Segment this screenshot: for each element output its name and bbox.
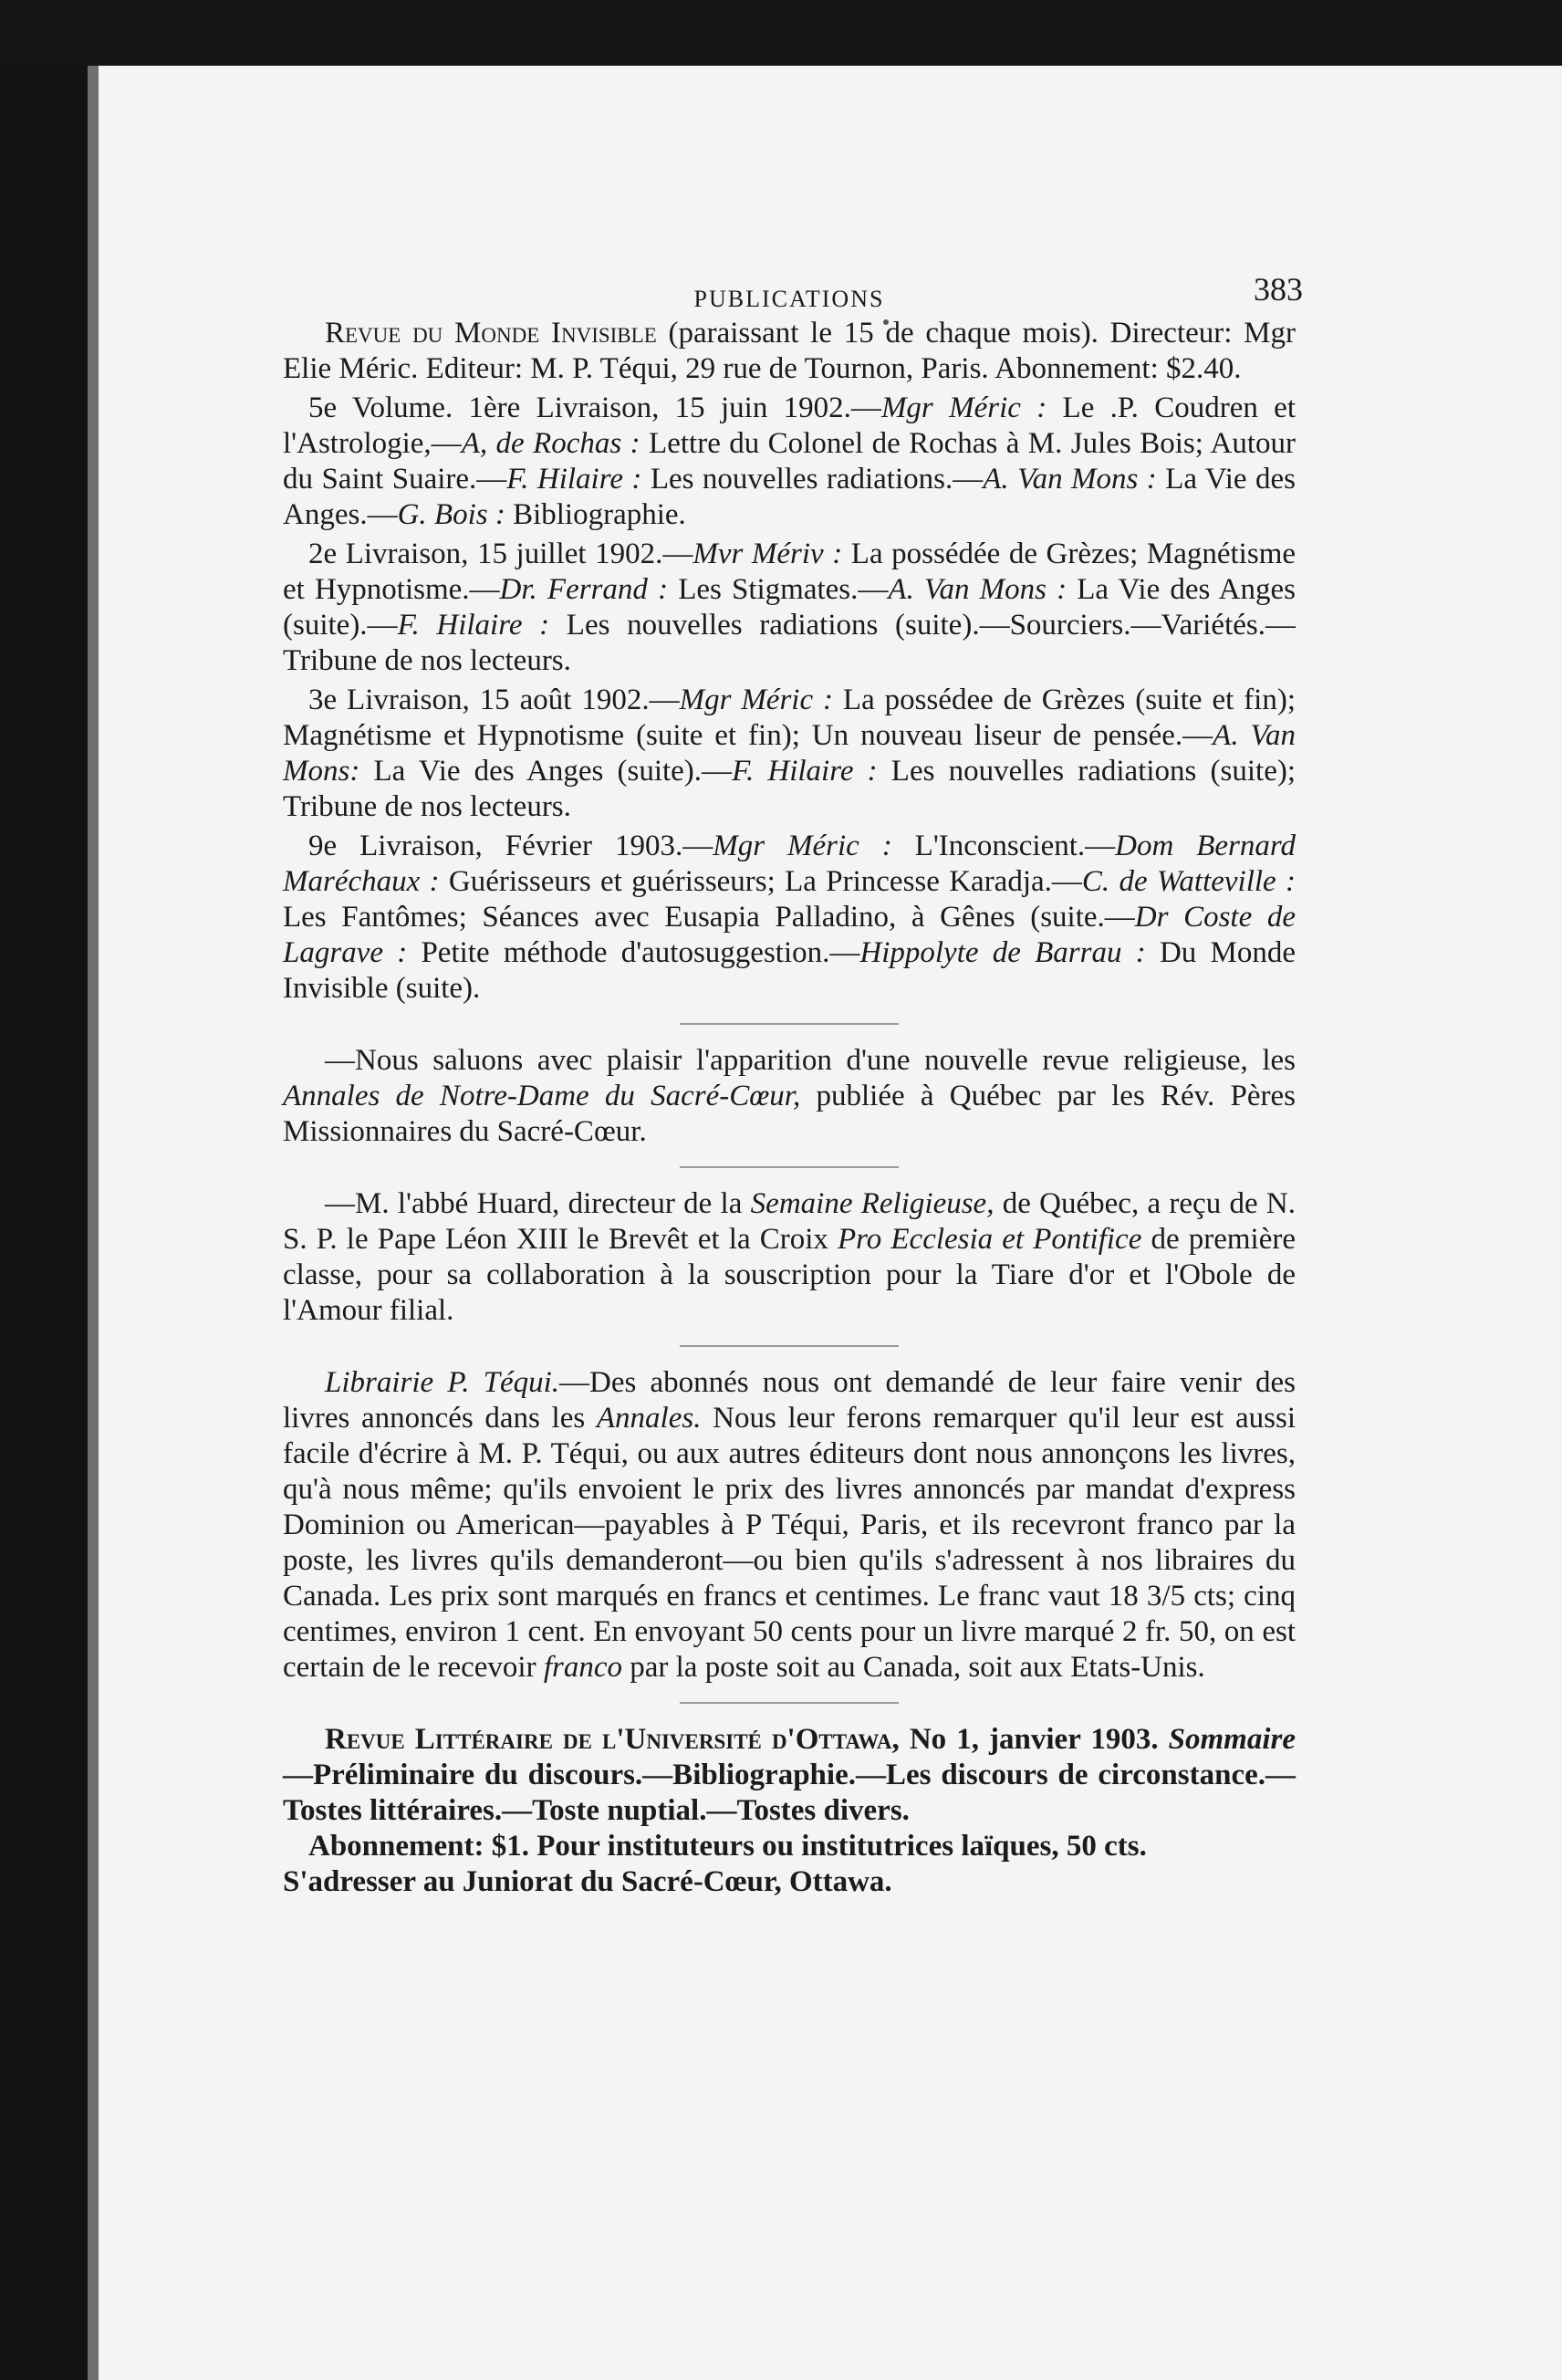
article-title: Les nouvelles radiations (suite); Tribune de nos lecteurs.	[283, 755, 1296, 823]
article-title: Bibliographie.	[505, 498, 686, 531]
article-title: Guérisseurs et guérisseurs; La Princesse Karadja.—	[439, 865, 1082, 898]
article-author: A, de Rochas :	[461, 427, 640, 460]
librairie-text-2: Nous leur ferons remarquer qu'il leur est aussi facile d'écrire à M. P. Téqui, ou aux autres éditeurs dont nous annonçons les livres, qu'à nous même; qu'ils envoient le prix des livres annoncés par mandat d'express Dominion ou American—payables à P Téqui, Paris, et ils recevront franco par la poste, les livres qu'ils demanderont—ou bien qu'ils s'adressent à nos libraires du Canada. Les prix sont marqués en francs et centimes. Le franc vaut 18 3/5 cts; cinq centimes, environ 1 cent. En envoyant 50 cents pour un livre marqué 2 fr. 50, on est certain de le recevoir	[283, 1402, 1296, 1684]
livraison-head: 3e Livraison, 15 août 1902.—	[308, 684, 680, 716]
abonnement-line: Abonnement: $1. Pour instituteurs ou institutrices laïques, 50 cts.	[308, 1830, 1147, 1863]
article-title: Petite méthode d'autosuggestion.—	[407, 936, 860, 969]
sommaire-text: —Préliminaire du discours.—Bibliographie.—Les discours de circonstance.—Tostes littéraires.—Toste nuptial.—Tostes divers.	[283, 1759, 1296, 1827]
article-author: Mgr Méric :	[880, 391, 1047, 424]
article-author: A. Van Mons :	[888, 573, 1067, 606]
article-title: Les Stigmates.—	[668, 573, 889, 606]
article-title: La Vie des Anges (suite).—	[359, 755, 733, 788]
scan-border-top	[0, 0, 1562, 64]
librairie-head: Librairie P. Téqui.	[325, 1366, 560, 1399]
section-divider	[680, 1166, 899, 1168]
article-author: Dom Bernard Maréchaux :	[283, 830, 1296, 898]
article-title: La possédée de Grèzes; Magnétisme et Hypnotisme.—	[283, 538, 1296, 606]
librairie-text-3: par la poste soit au Canada, soit aux Etats-Unis.	[622, 1651, 1205, 1684]
section-divider	[680, 1702, 899, 1704]
revue-monde-intro	[283, 316, 1296, 387]
article-author: F. Hilaire :	[506, 463, 642, 496]
section-divider	[680, 1345, 899, 1347]
annales-note	[283, 1043, 1296, 1150]
article-author: Mgr Méric :	[713, 830, 892, 862]
huard-text-1: —M. l'abbé Huard, directeur de la	[325, 1187, 751, 1220]
annales-title: Annales de Notre-Dame du Sacré-Cœur,	[283, 1080, 801, 1112]
franco-word: franco	[543, 1651, 622, 1684]
article-title: Les nouvelles radiations.—	[641, 463, 984, 496]
semaine-religieuse-title: Semaine Religieuse,	[750, 1187, 994, 1220]
running-title: PUBLICATIONS	[693, 286, 885, 312]
article-title: La possédee de Grèzes (suite et fin); Magnétisme et Hypnotisme (suite et fin); Un nouveau liseur de pensée.—	[283, 684, 1296, 752]
running-head	[283, 271, 1303, 312]
article-title: La Vie des Anges.—	[283, 463, 1296, 531]
article-title: Le .P. Coudren et l'Astrologie,—	[283, 391, 1296, 460]
livraison-entry	[283, 537, 1296, 679]
annales-note-text: —Nous saluons avec plaisir l'apparition d'une nouvelle revue religieuse, les	[325, 1044, 1296, 1077]
adresse-line: S'adresser au Juniorat du Sacré-Cœur, Ottawa.	[283, 1865, 892, 1898]
revue-litteraire-issue: , No 1, janvier 1903.	[891, 1723, 1159, 1756]
librairie-text-1: —Des abonnés nous ont demandé de leur faire venir des livres annoncés dans les	[283, 1366, 1296, 1435]
livraison-entry	[283, 829, 1296, 1007]
revue-litteraire-title: Revue Littéraire de l'Université d'Ottawa	[325, 1723, 892, 1756]
article-author: Mgr Méric :	[679, 684, 834, 716]
article-author: Mvr Mériv :	[692, 538, 843, 570]
livraison-head: 2e Livraison, 15 juillet 1902.—	[308, 538, 693, 570]
article-title: L'Inconscient.—	[891, 830, 1116, 862]
article-author: A. Van Mons :	[983, 463, 1157, 496]
revue-monde-title: Revue du Monde Invisible	[325, 317, 657, 350]
article-author: C. de Watteville :	[1081, 865, 1296, 898]
article-author: F. Hilaire :	[732, 755, 878, 788]
sommaire-label: Sommaire	[1168, 1723, 1296, 1756]
page-number: 383	[1254, 271, 1303, 308]
binding-edge	[88, 66, 99, 2380]
article-author: F. Hilaire :	[397, 609, 550, 642]
article-author: G. Bois :	[397, 498, 505, 531]
revue-monde-invisible-section	[283, 316, 1296, 1007]
revue-monde-intro-text: (paraissant le 15 de chaque mois). Directeur: Mgr Elie Méric. Editeur: M. P. Téqui, 29 rue de Tournon, Paris. Abonnement: $2.40.	[283, 317, 1296, 385]
livraison-list	[283, 391, 1296, 1007]
article-author: Dr. Ferrand :	[499, 573, 669, 606]
annales-note-text-end: publiée à Québec par les Rév. Pères Missionnaires du Sacré-Cœur.	[283, 1080, 1296, 1148]
section-divider	[680, 1023, 899, 1025]
huard-text-2: de Québec, a reçu de N. S. P. le Pape Léon XIII le Brevêt et la Croix	[283, 1187, 1296, 1256]
article-title: Du Monde Invisible (suite).	[283, 936, 1296, 1005]
pro-ecclesia-title: Pro Ecclesia et Pontifice	[838, 1223, 1142, 1256]
revue-litteraire-section	[283, 1722, 1296, 1900]
librairie-note	[283, 1365, 1296, 1686]
article-title: La Vie des Anges (suite).—	[283, 573, 1296, 642]
article-author: A. Van Mons:	[283, 719, 1296, 788]
livraison-head: 5e Volume. 1ère Livraison, 15 juin 1902.—	[308, 391, 881, 424]
livraison-entry	[283, 391, 1296, 533]
revue-litteraire-head	[283, 1722, 1296, 1829]
article-title: Les Fantômes; Séances avec Eusapia Palladino, à Gênes (suite.—	[283, 901, 1135, 934]
huard-note	[283, 1186, 1296, 1329]
livraison-head: 9e Livraison, Février 1903.—	[308, 830, 713, 862]
livraison-entry	[283, 683, 1296, 825]
page-content	[283, 271, 1303, 1900]
article-title: Lettre du Colonel de Rochas à M. Jules Bois; Autour du Saint Suaire.—	[283, 427, 1296, 496]
article-author: Hippolyte de Barrau :	[859, 936, 1146, 969]
huard-text-3: de première classe, pour sa collaboration à la souscription pour la Tiare d'or et l'Obole de l'Amour filial.	[283, 1223, 1296, 1327]
article-author: Dr Coste de Lagrave :	[283, 901, 1296, 969]
annales-ref: Annales.	[596, 1402, 702, 1435]
article-title: Les nouvelles radiations (suite).—Sourciers.—Variétés.—Tribune de nos lecteurs.	[283, 609, 1296, 677]
